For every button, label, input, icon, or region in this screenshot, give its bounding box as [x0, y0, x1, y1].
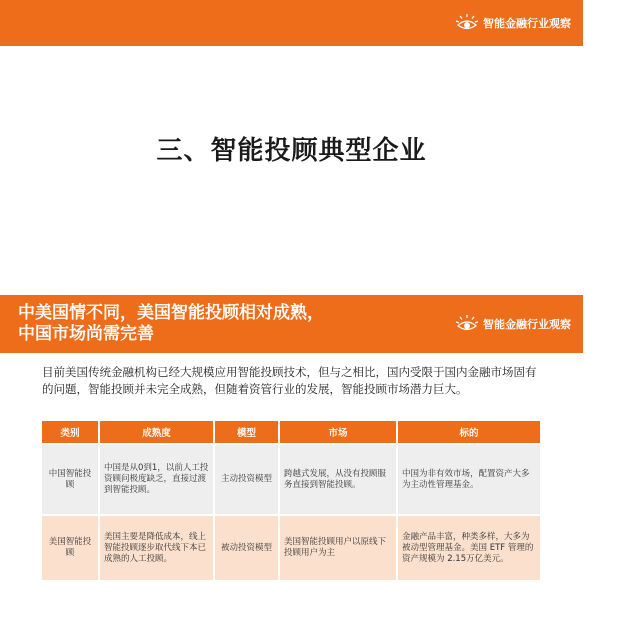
section-title: 三、智能投顾典型企业	[156, 136, 427, 166]
brand-name: 智能金融行业观察	[483, 318, 571, 331]
top-banner	[0, 0, 583, 46]
brand-logo	[455, 314, 571, 334]
header-maturity: 成熟度	[99, 420, 214, 444]
cell-category: 中国智能投顾	[41, 444, 99, 515]
table-row	[41, 444, 541, 515]
intro-paragraph: 目前美国传统金融机构已经大规模应用智能投顾技术，但与之相比，国内受限于国内金融市场固有的问题，智能投顾并未完全成熟，但随着资管行业的发展，智能投顾市场潜力巨大。	[42, 365, 537, 396]
slide-title	[18, 303, 324, 345]
brand-logo	[455, 13, 571, 33]
header-target: 标的	[397, 420, 541, 444]
cell-model: 主动投资模型	[214, 444, 279, 515]
table-row	[41, 515, 541, 581]
cell-market: 美国智能投顾用户以原线下投顾用户为主	[279, 515, 397, 581]
eye-sun-icon	[455, 13, 479, 33]
header-model: 模型	[214, 420, 279, 444]
cell-model: 被动投资模型	[214, 515, 279, 581]
table-header-row	[41, 420, 541, 444]
cell-maturity: 中国是从0到1，以前人工投资顾问极度缺乏，直接过渡到智能投顾。	[99, 444, 214, 515]
slide-title-line-2: 中国市场尚需完善	[18, 324, 154, 344]
slide-title-line-1: 中美国情不同，美国智能投顾相对成熟，	[18, 303, 324, 323]
slide-comparison	[0, 295, 583, 622]
comparison-table	[40, 419, 542, 582]
brand-name: 智能金融行业观察	[483, 17, 571, 30]
slide-section-cover	[0, 0, 583, 293]
header-category: 类别	[41, 420, 99, 444]
cell-category: 美国智能投顾	[41, 515, 99, 581]
cell-target: 中国为非有效市场，配置资产大多为主动性管理基金。	[397, 444, 541, 515]
header-market: 市场	[279, 420, 397, 444]
cell-market: 跨越式发展，从没有投顾服务直接到智能投顾。	[279, 444, 397, 515]
header-banner	[0, 295, 583, 353]
cell-target: 金融产品丰富，种类多样，大多为被动型管理基金。美国 ETF 管理的资产规模为 2.15万亿美元。	[397, 515, 541, 581]
eye-sun-icon	[455, 314, 479, 334]
cell-maturity: 美国主要是降低成本，线上智能投顾逐步取代线下本已成熟的人工投顾。	[99, 515, 214, 581]
